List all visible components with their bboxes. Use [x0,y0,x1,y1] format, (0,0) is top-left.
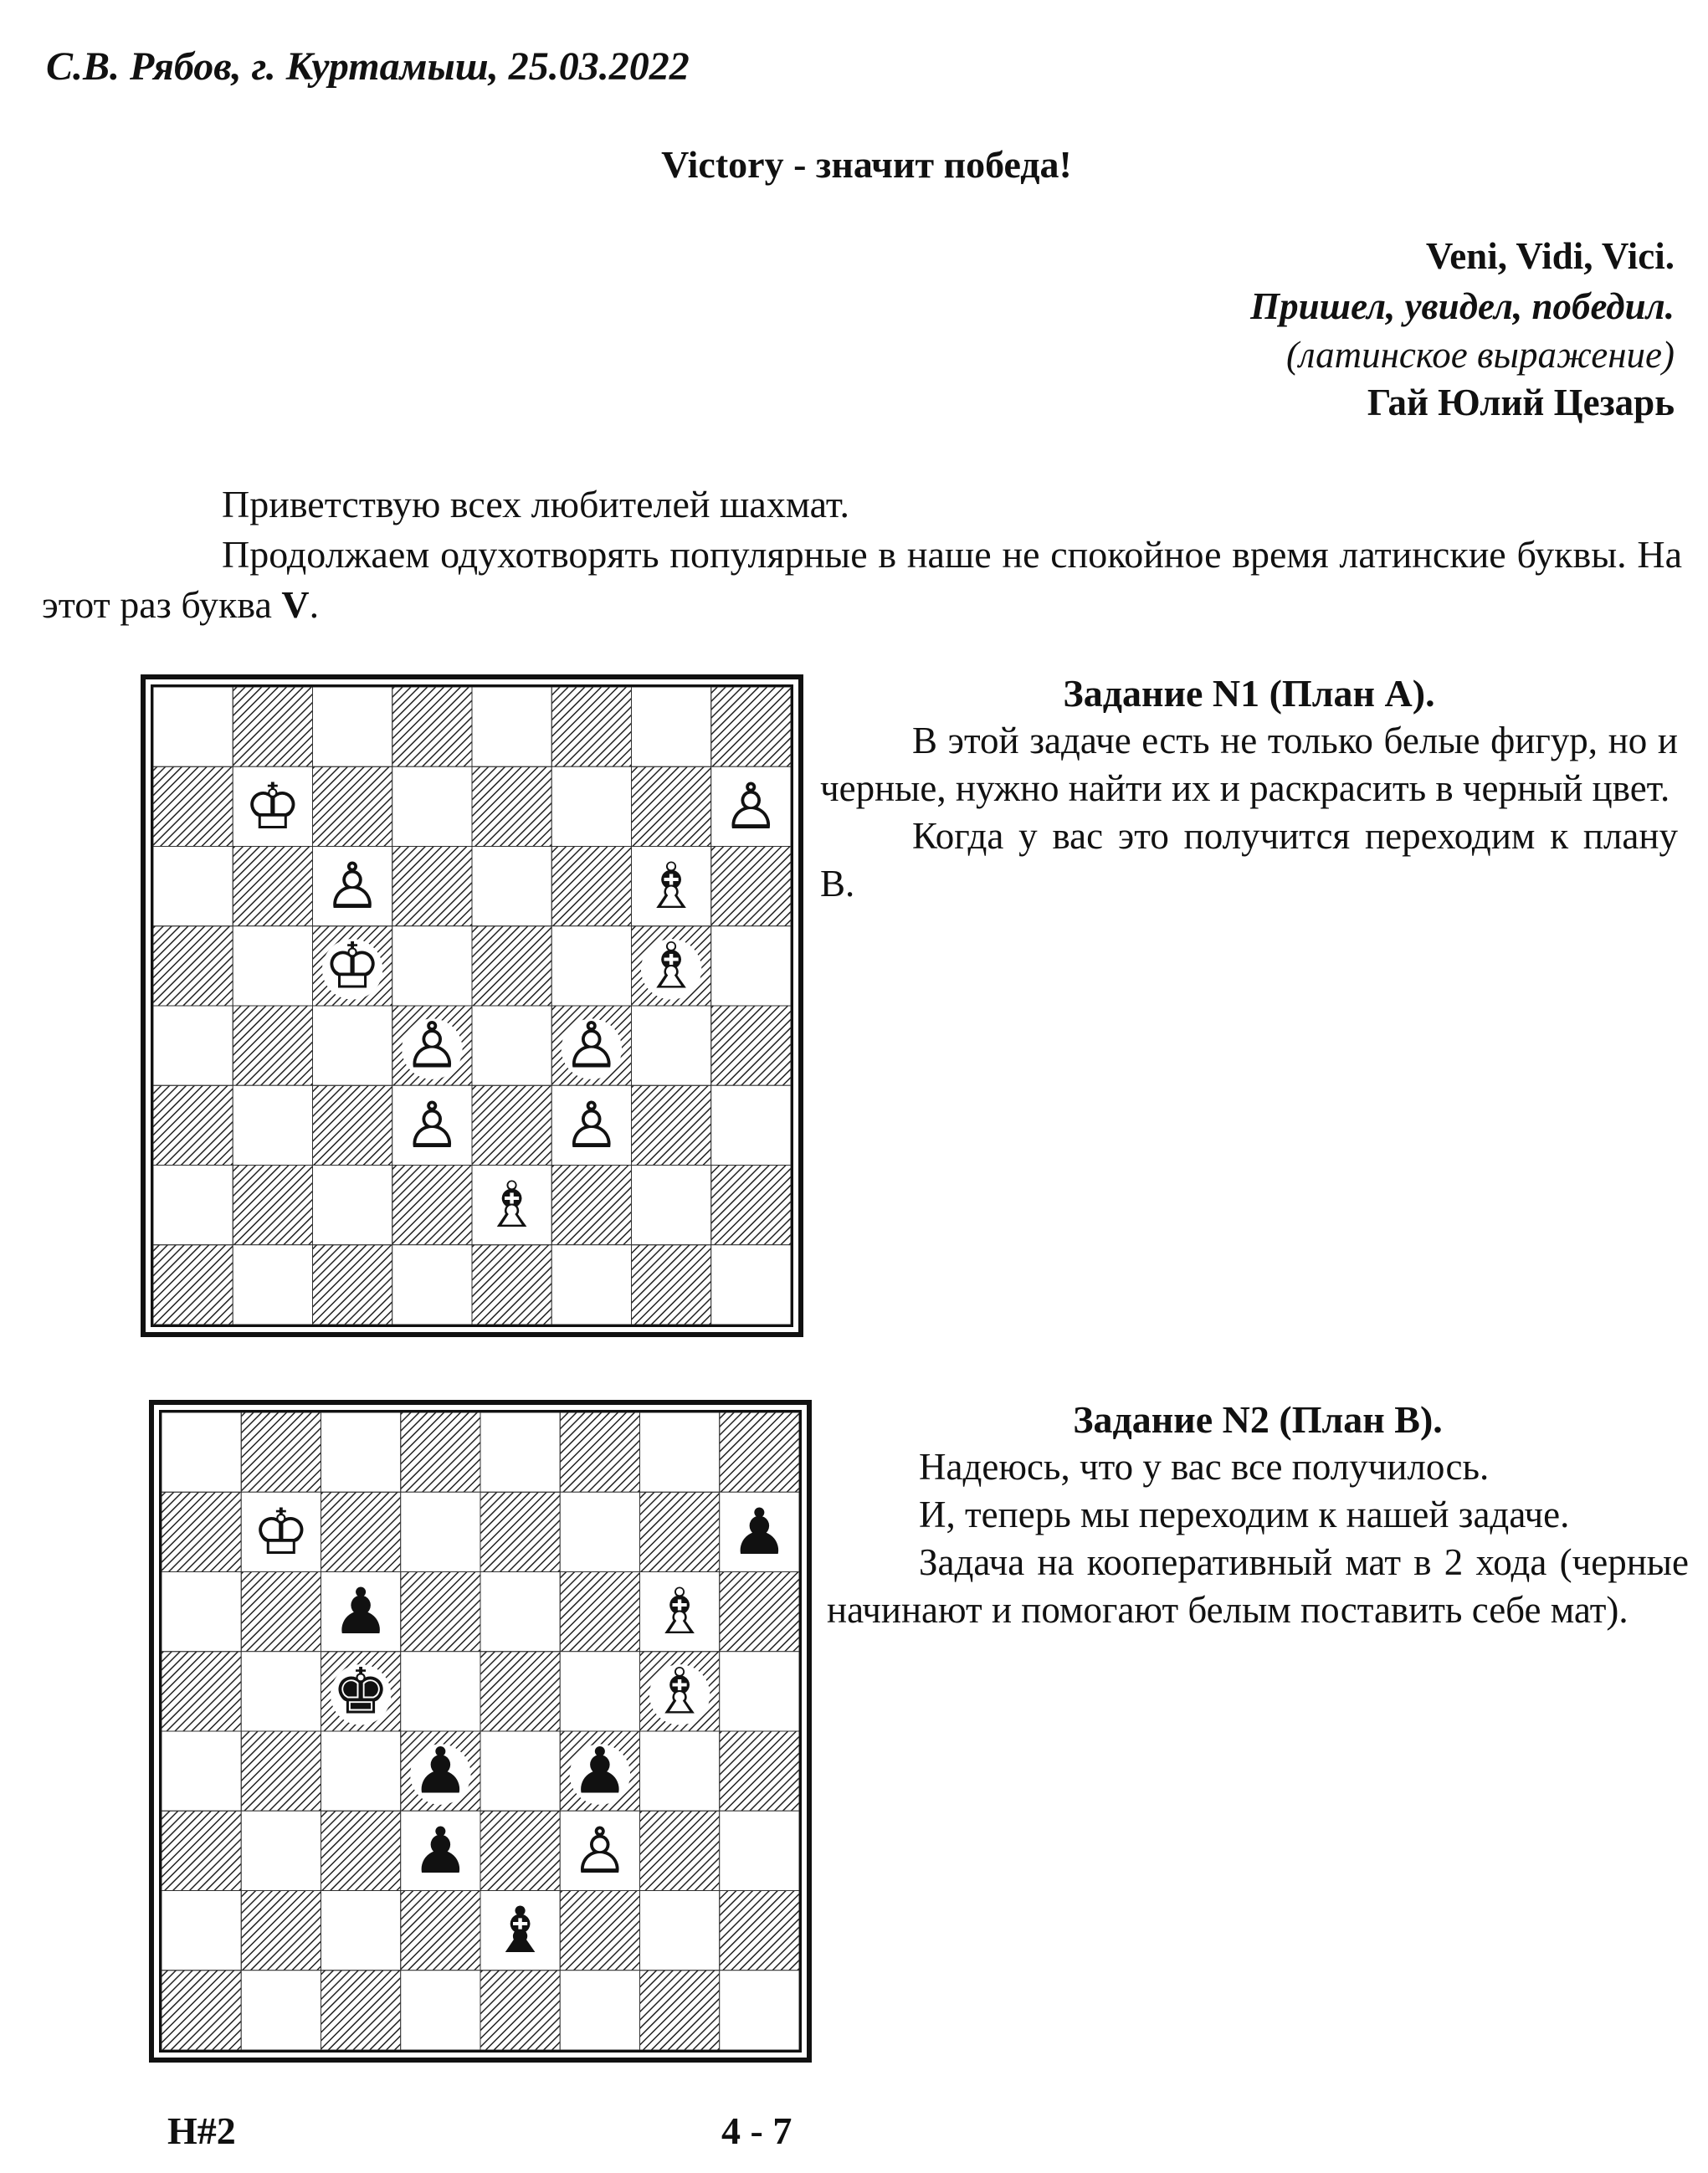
board-square [321,1971,401,2050]
board-square [720,1572,799,1652]
white-king-icon: ♔ [244,768,301,843]
board-square [720,1412,799,1492]
board-square [392,687,472,766]
board-square [560,1652,639,1731]
intro-paragraph-end: . [309,583,320,626]
board-square [241,1891,321,1971]
board-1-diagram [153,687,791,1325]
board-square [321,1731,401,1811]
board-square [321,1891,401,1971]
board-square [162,1492,241,1571]
task-1-heading: Задание N1 (План А). [1063,672,1435,715]
board-square [153,1085,233,1165]
board-square [480,1731,560,1811]
board-square [472,1085,551,1165]
board-square [313,1006,392,1085]
black-pawn-icon: ♟ [332,1574,390,1649]
board-square [162,1412,241,1492]
task-1-paragraph-2: Когда у вас это получится переходим к плану B. [820,815,1678,905]
board-square [401,1492,480,1571]
board-square [392,1166,472,1245]
board-square [321,1811,401,1890]
board-square [153,766,233,846]
board-square [551,687,631,766]
chess-board-1 [141,674,803,1337]
chess-board-2 [149,1400,812,2063]
board-square [233,1245,312,1325]
board-square [551,1166,631,1245]
board-square [480,1412,560,1492]
board-square [711,687,791,766]
board-square [233,1006,312,1085]
white-king-icon: ♔ [324,928,382,1003]
board-square [233,687,312,766]
board-square [153,926,233,1006]
task-2-paragraph-2: И, теперь мы переходим к нашей задаче. [919,1494,1570,1535]
intro-letter: V [281,583,310,626]
board-square [560,1492,639,1571]
board-square [480,1971,560,2050]
board-square [241,1971,321,2050]
board-square [321,1412,401,1492]
board-square [711,1006,791,1085]
epigraph-translation: Пришел, увидел, победил. [1250,285,1675,327]
board-square [480,1492,560,1571]
board-square [392,926,472,1006]
black-bishop-icon: ♝ [491,1893,549,1968]
board-square [401,1891,480,1971]
white-pawn-icon: ♙ [562,1007,620,1083]
board-square [401,1412,480,1492]
board-square [233,847,312,926]
white-bishop-icon: ♗ [643,928,700,1003]
board-square [472,766,551,846]
board-square [720,1811,799,1890]
board-square [711,847,791,926]
board-square [720,1731,799,1811]
white-pawn-icon: ♙ [571,1812,628,1888]
white-bishop-icon: ♗ [651,1653,709,1729]
task-2-paragraph-3: Задача на кооперативный мат в 2 хода (черные начинают и помогают белым поставить себе мат). [827,1541,1689,1631]
board-square [560,1891,639,1971]
board-square [551,926,631,1006]
board-square [551,766,631,846]
board-square [640,1971,720,2050]
board-square [711,926,791,1006]
epigraph-attribution: Гай Юлий Цезарь [1367,382,1675,423]
board-square [640,1891,720,1971]
white-pawn-icon: ♙ [324,848,382,924]
board-square [560,1971,639,2050]
board-square [392,766,472,846]
task-2 [827,1396,1689,1634]
board-square [153,1006,233,1085]
board-square [640,1731,720,1811]
board-square [480,1572,560,1652]
white-pawn-icon: ♙ [562,1087,620,1162]
board-square [153,1166,233,1245]
board-square [551,847,631,926]
task-2-paragraph-1: Надеюсь, что у вас все получилось. [919,1446,1490,1488]
board-square [711,1166,791,1245]
board-square [313,1245,392,1325]
board-square [632,1166,711,1245]
board-square [233,1166,312,1245]
black-pawn-icon: ♟ [571,1733,628,1808]
board-square [153,847,233,926]
white-pawn-icon: ♙ [403,1007,461,1083]
board-square [472,1006,551,1085]
board-square [392,1245,472,1325]
white-bishop-icon: ♗ [643,848,700,924]
board-square [720,1971,799,2050]
board-square [480,1652,560,1731]
white-bishop-icon: ♗ [483,1167,541,1243]
board-square [162,1891,241,1971]
white-king-icon: ♔ [252,1494,310,1569]
epigraph-note: (латинское выражение) [1285,334,1675,376]
board-square [241,1412,321,1492]
author-line: С.В. Рябов, г. Куртамыш, 25.03.2022 [46,44,690,89]
board-square [233,926,312,1006]
board-square [472,926,551,1006]
board-square [392,847,472,926]
board-square [480,1811,560,1890]
board-square [472,847,551,926]
board-square [313,1085,392,1165]
board-square [720,1652,799,1731]
stipulation: H#2 [167,2109,236,2152]
board-square [632,1006,711,1085]
board-square [711,1085,791,1165]
board-square [632,1245,711,1325]
board-square [233,1085,312,1165]
board-square [162,1731,241,1811]
board-square [162,1811,241,1890]
board-square [321,1492,401,1571]
board-square [640,1811,720,1890]
board-square [153,1245,233,1325]
board-square [162,1971,241,2050]
intro-greeting: Приветствую всех любителей шахмат. [222,483,849,525]
task-2-heading: Задание N2 (План B). [1073,1398,1443,1441]
board-square [401,1652,480,1731]
board-square [711,1245,791,1325]
board-square [313,766,392,846]
board-square [162,1652,241,1731]
board-square [640,1412,720,1492]
board-square [153,687,233,766]
intro-text [42,479,1682,630]
black-pawn-icon: ♟ [412,1733,469,1808]
board-square [241,1652,321,1731]
board-square [162,1572,241,1652]
white-pawn-icon: ♙ [722,768,780,843]
board-square [401,1572,480,1652]
board-square [241,1811,321,1890]
board-square [472,687,551,766]
epigraph-latin: Veni, Vidi, Vici. [1425,235,1675,277]
black-king-icon: ♚ [332,1653,390,1729]
board-square [560,1412,639,1492]
board-square [401,1971,480,2050]
white-pawn-icon: ♙ [403,1087,461,1162]
task-1 [820,669,1678,908]
board-square [313,1166,392,1245]
board-square [640,1492,720,1571]
board-square [472,1245,551,1325]
white-bishop-icon: ♗ [651,1574,709,1649]
board-square [241,1572,321,1652]
board-square [632,766,711,846]
task-1-paragraph-1: В этой задаче есть не только белые фигур, но и черные, нужно найти их и раскрасить в черный цвет. [820,720,1678,809]
black-pawn-icon: ♟ [731,1494,788,1569]
page-title: Victory - значит победа! [661,143,1072,186]
piece-count: 4 - 7 [721,2109,792,2152]
board-square [551,1245,631,1325]
board-square [241,1731,321,1811]
board-2-diagram [162,1412,799,2050]
board-square [313,687,392,766]
black-pawn-icon: ♟ [412,1812,469,1888]
board-square [560,1572,639,1652]
board-square [720,1891,799,1971]
intro-paragraph-text: Продолжаем одухотворять популярные в наше не спокойное время латинские буквы. На этот раз буква [42,533,1682,626]
intro-paragraph [42,530,1682,630]
board-square [632,687,711,766]
board-square [632,1085,711,1165]
